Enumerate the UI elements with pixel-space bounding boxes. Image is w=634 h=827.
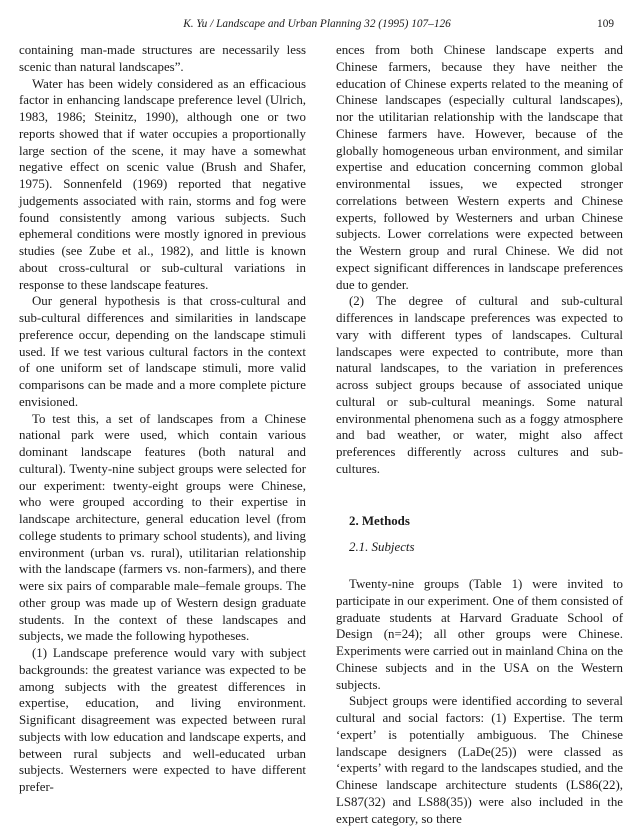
paragraph: (2) The degree of cultural and sub-cultural differences in landscape preferences was expected to vary with different types of landscapes. Cultural landscapes were expected to contribute, more than natural landscapes, to the variation in preferences across subject groups because of associated unique cultural or sub-cultural meanings. Some natural environmental phenomena such as a foggy atmosphere and bad weather, or water, might also affect preferences differently across cultures and sub-cultures.	[336, 294, 623, 476]
right-column	[336, 42, 623, 827]
paragraph: To test this, a set of landscapes from a Chinese national park were used, which contain various dominant landscape features (both natural and cultural). Twenty-nine subject groups were selected for our experiment: twenty-eight groups were Chinese, who were grouped according to their expertise in landscape architecture, general education level (from college students to primary school students), and living environment (urban vs. rural), utilitarian relationship with the landscape (farmers vs. non-farmers), and there were six pairs of comparable male–female groups. The other group was made up of Western design graduate students. In the context of these landscapes and subjects, we made the following hypotheses.	[19, 411, 306, 644]
paragraph: Subject groups were identified according to several cultural and social factors: (1) Expertise. The term ‘expert’ is potentially ambiguous. The Chinese landscape designers (LaDe(25)) were classed as ‘experts’ with regard to the landscapes studied, and the Chinese landscape architecture students (LS86(22), LS87(32) and LS88(35)) were also included in the expert category, so there	[336, 694, 623, 826]
page-number: 109	[597, 18, 614, 30]
paragraph: ences from both Chinese landscape experts and Chinese farmers, because they have neither the education of Chinese experts related to the meaning of Chinese landscapes (especially cultural landscapes), nor the utilitarian relationship with the landscape that Chinese farmers have. However, because of the globally homogeneous urban environment, and similar expertise and education concerning common global environmental issues, we expected stronger correlations between Western experts and Chinese experts, followed by Westerners and urban Chinese subjects. Lower correlations were expected between the Western group and rural Chinese. We did not expect significant differences in landscape preferences due to gender.	[336, 43, 623, 292]
running-header	[0, 16, 634, 32]
subsection-title: 2.1. Subjects	[349, 540, 415, 555]
journal-citation: K. Yu / Landscape and Urban Planning 32 (1995) 107–126	[183, 18, 451, 30]
left-column	[19, 42, 306, 796]
section-title: 2. Methods	[349, 513, 410, 528]
paragraph: containing man-made structures are necessarily less scenic than natural landscapes”.	[19, 43, 306, 74]
paragraph: Water has been widely considered as an efficacious factor in enhancing landscape preference level (Ulrich, 1983, 1986; Steinitz, 1990), although one or two reports showed that if water occupies a proportionally large section of the scene, it may have a somewhat negative effect on scenic value (Brush and Shafer, 1975). Sonnenfeld (1969) reported that negative judgements associated with rain, storms and fog were found consistently among various subjects. Such ephemeral conditions were mostly ignored in previous studies (see Zube et al., 1982), and little is known about cross-cultural or sub-cultural variations in response to these landscape features.	[19, 76, 306, 292]
paragraph: Our general hypothesis is that cross-cultural and sub-cultural differences and similarities in landscape preference occur, depending on the landscape stimuli used. If we test various cultural factors in the context of one uniform set of landscape stimuli, more valid comparisons can be made and a more complete picture envisioned.	[19, 294, 306, 409]
paragraph: (1) Landscape preference would vary with subject backgrounds: the greatest variance was expected to be among subjects with the greatest differences in expertise, education, and living environment. Significant disagreement was expected between rural subjects with low education and landscape experts, and between rural subjects and well-educated urban subjects. Westerners were expected to have different prefer-	[19, 646, 306, 794]
paragraph: Twenty-nine groups (Table 1) were invited to participate in our experiment. One of them consisted of graduate students at Harvard Graduate School of Design (n=24); all other groups were Chinese. Experiments were carried out in mainland China on the Chinese subjects and in the USA on the Western subjects.	[336, 577, 623, 692]
